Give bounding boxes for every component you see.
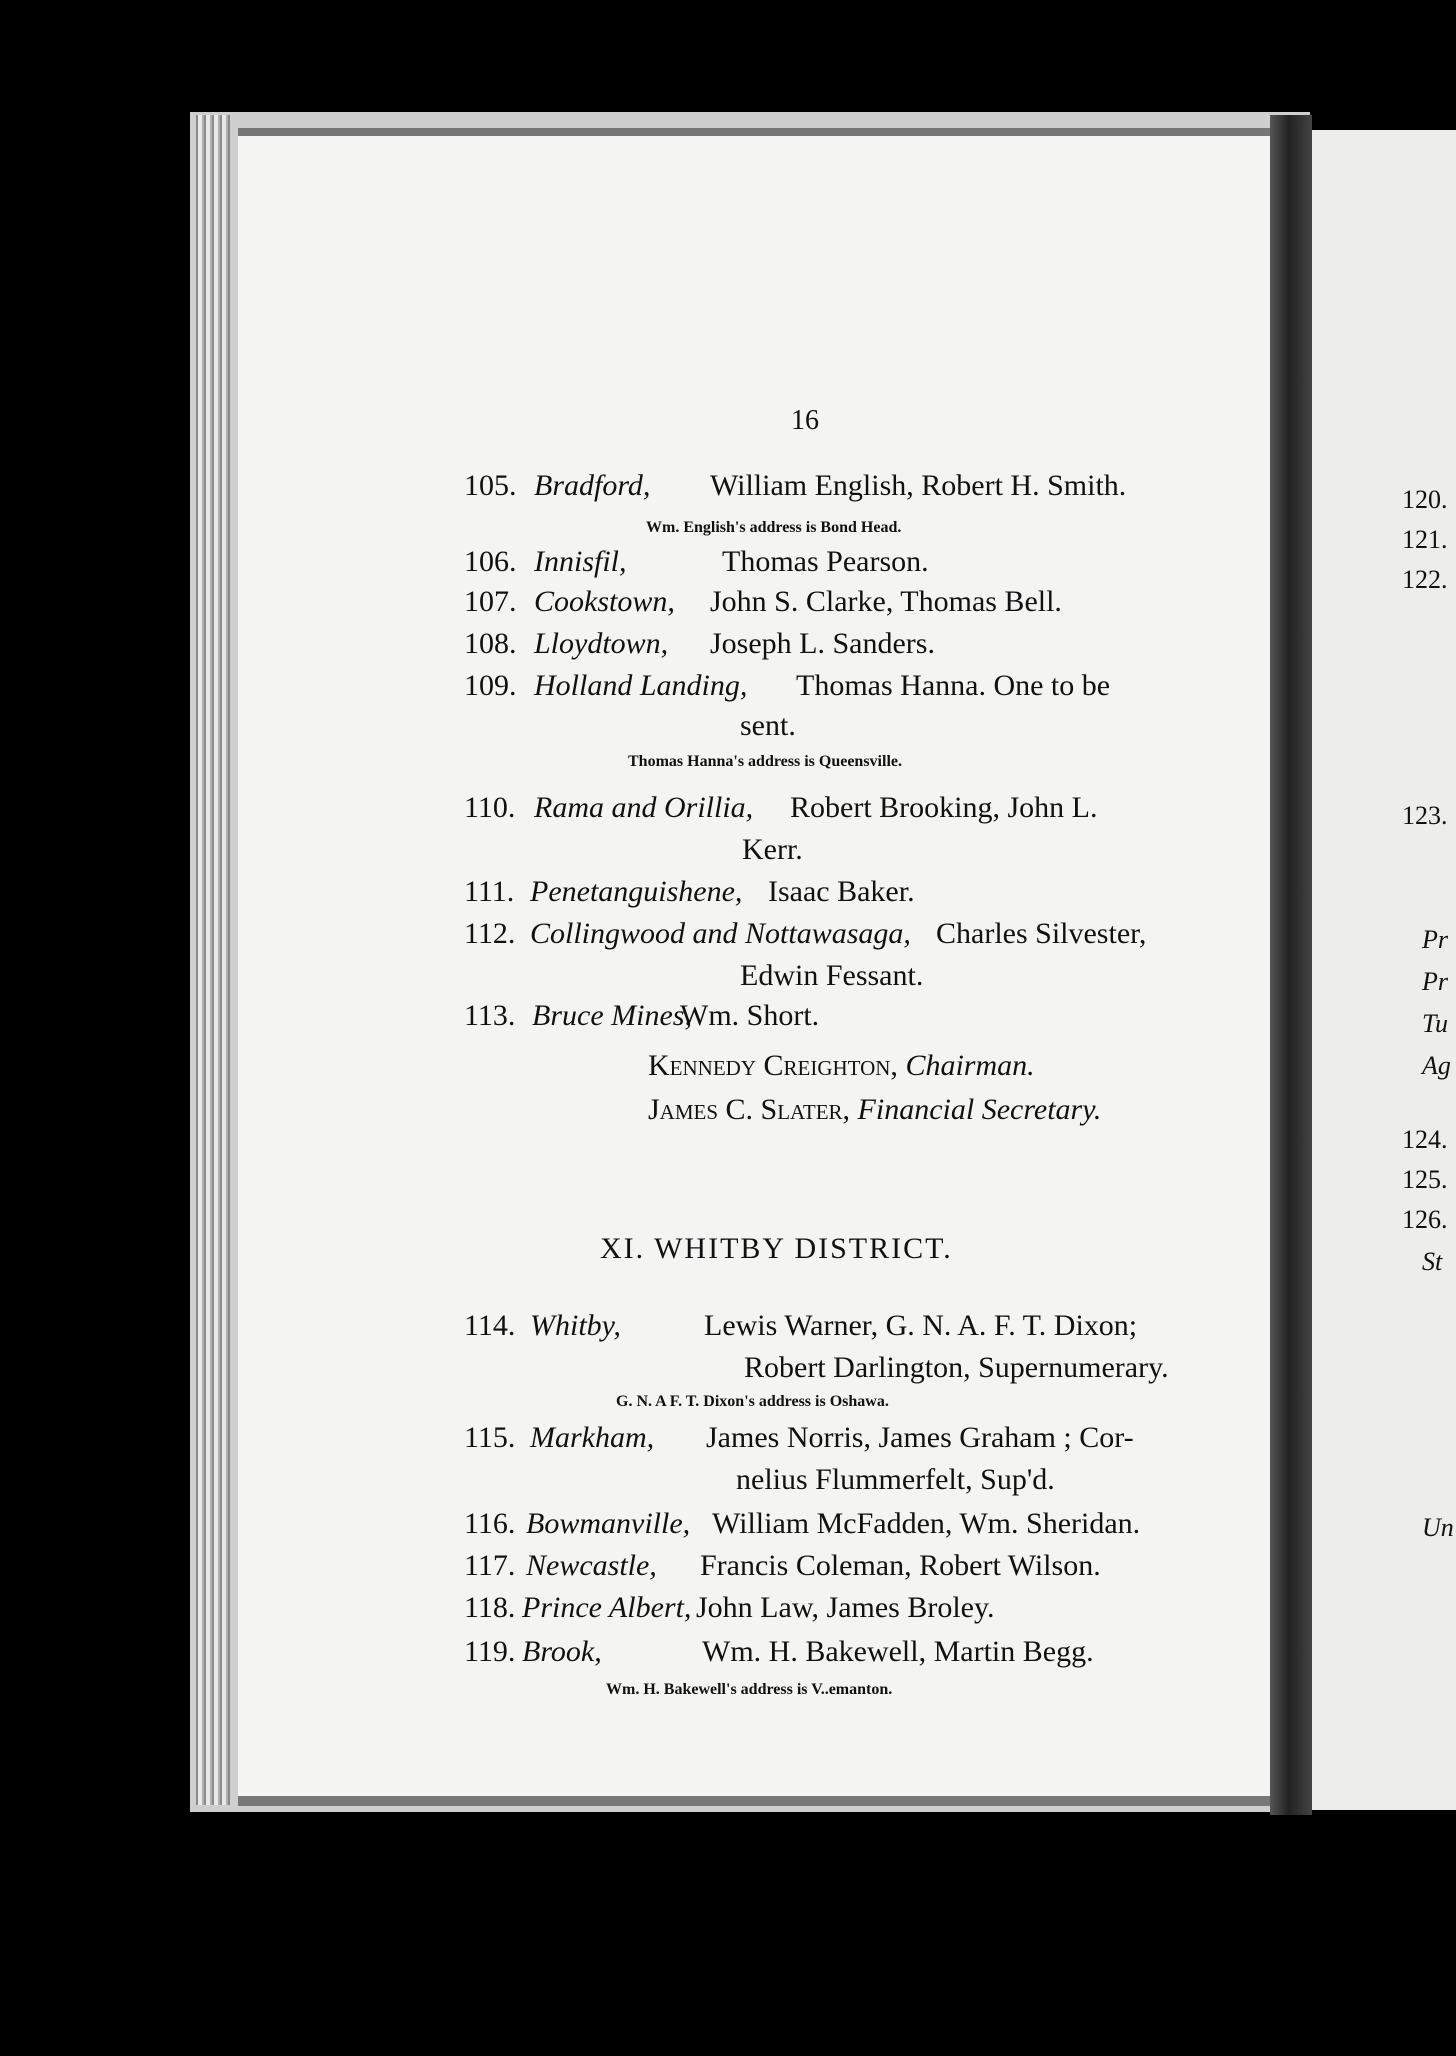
entry-place: Bruce Mines, (532, 999, 692, 1032)
entry-names: James Norris, James Graham ; Cor- (706, 1421, 1134, 1454)
entry-names: Joseph L. Sanders. (710, 627, 935, 660)
entry-note: Wm. English's address is Bond Head. (646, 519, 902, 536)
entry-place: Penetanguishene, (530, 875, 743, 908)
entry-place: Bradford, (534, 469, 651, 502)
entry-names-continued: Edwin Fessant. (740, 959, 924, 992)
entry-number: 119. (464, 1635, 516, 1668)
next-page-italic: Pr (1422, 925, 1448, 954)
entry-note: G. N. A F. T. Dixon's address is Oshawa. (616, 1393, 889, 1410)
entry-place: Whitby, (530, 1309, 621, 1342)
next-page-italic: St (1422, 1247, 1443, 1276)
entry-names: John Law, James Broley. (696, 1591, 995, 1624)
next-page-italic: Ag (1422, 1051, 1451, 1080)
entry-names: Francis Coleman, Robert Wilson. (700, 1549, 1101, 1582)
entry-number: 108. (464, 627, 517, 660)
signature-title: Financial Secretary. (857, 1093, 1102, 1126)
entry-place: Bowmanville, (526, 1507, 691, 1540)
entry-names: Isaac Baker. (768, 875, 915, 908)
signature-financial-secretary (648, 1092, 1101, 1128)
next-page-number: 122. (1402, 565, 1448, 594)
entry-names-continued: nelius Flummerfelt, Sup'd. (736, 1463, 1055, 1496)
book-gutter (1270, 115, 1312, 1815)
next-page-number: 125. (1402, 1165, 1448, 1194)
entry-number: 113. (464, 999, 516, 1032)
next-page-italic: Tu (1422, 1009, 1449, 1038)
page-edges (196, 115, 230, 1805)
next-page-number: 124. (1402, 1125, 1448, 1154)
next-page-number: 121. (1402, 525, 1448, 554)
page-number: 16 (791, 405, 819, 436)
entry-names-continued: sent. (740, 709, 796, 742)
entry-place: Brook, (522, 1635, 602, 1668)
entry-names: John S. Clarke, Thomas Bell. (710, 585, 1062, 618)
entry-place: Innisfil, (534, 545, 627, 578)
entry-number: 118. (464, 1591, 516, 1624)
entry-place: Collingwood and Nottawasaga, (530, 917, 911, 950)
entry-names: Thomas Pearson. (722, 545, 929, 578)
entry-place: Markham, (530, 1421, 655, 1454)
district-heading: XI. WHITBY DISTRICT. (600, 1232, 953, 1265)
entry-number: 117. (464, 1549, 516, 1582)
entry-names: Charles Silvester, (936, 917, 1147, 950)
entry-names: William English, Robert H. Smith. (710, 469, 1127, 502)
entry-number: 114. (464, 1309, 516, 1342)
entry-number: 112. (464, 917, 516, 950)
entry-place: Prince Albert, (522, 1591, 692, 1624)
entry-number: 116. (464, 1507, 516, 1540)
next-page-number: 123. (1402, 801, 1448, 830)
entry-names-continued: Kerr. (742, 833, 803, 866)
next-page-number: 120. (1402, 485, 1448, 514)
entry-number: 109. (464, 669, 517, 702)
entry-note: Wm. H. Bakewell's address is V..emanton. (606, 1681, 893, 1698)
entry-names: Thomas Hanna. One to be (796, 669, 1111, 702)
next-page-italic: Un (1422, 1513, 1454, 1542)
next-page-italic: Pr (1422, 967, 1448, 996)
entry-number: 115. (464, 1421, 516, 1454)
signature-chairman (648, 1048, 1035, 1084)
entry-names: Wm. Short. (680, 999, 820, 1032)
entry-names: Wm. H. Bakewell, Martin Begg. (702, 1635, 1094, 1668)
signature-name: James C. Slater, (648, 1093, 851, 1126)
next-page-number: 126. (1402, 1205, 1448, 1234)
signature-name: Kennedy Creighton, (648, 1049, 898, 1082)
signature-title: Chairman. (905, 1049, 1035, 1082)
entry-note: Thomas Hanna's address is Queensville. (628, 753, 902, 770)
entry-place: Newcastle, (526, 1549, 657, 1582)
entry-number: 111. (464, 875, 515, 908)
entry-number: 110. (464, 791, 516, 824)
entry-names-continued: Robert Darlington, Supernumerary. (744, 1351, 1169, 1384)
entry-number: 107. (464, 585, 517, 618)
entry-names: William McFadden, Wm. Sheridan. (712, 1507, 1141, 1540)
entry-place: Lloydtown, (534, 627, 669, 660)
entry-names: Robert Brooking, John L. (790, 791, 1098, 824)
entry-number: 105. (464, 469, 517, 502)
entry-place: Rama and Orillia, (534, 791, 754, 824)
entry-number: 106. (464, 545, 517, 578)
entry-place: Holland Landing, (534, 669, 748, 702)
entry-names: Lewis Warner, G. N. A. F. T. Dixon; (704, 1309, 1138, 1342)
entry-place: Cookstown, (534, 585, 675, 618)
